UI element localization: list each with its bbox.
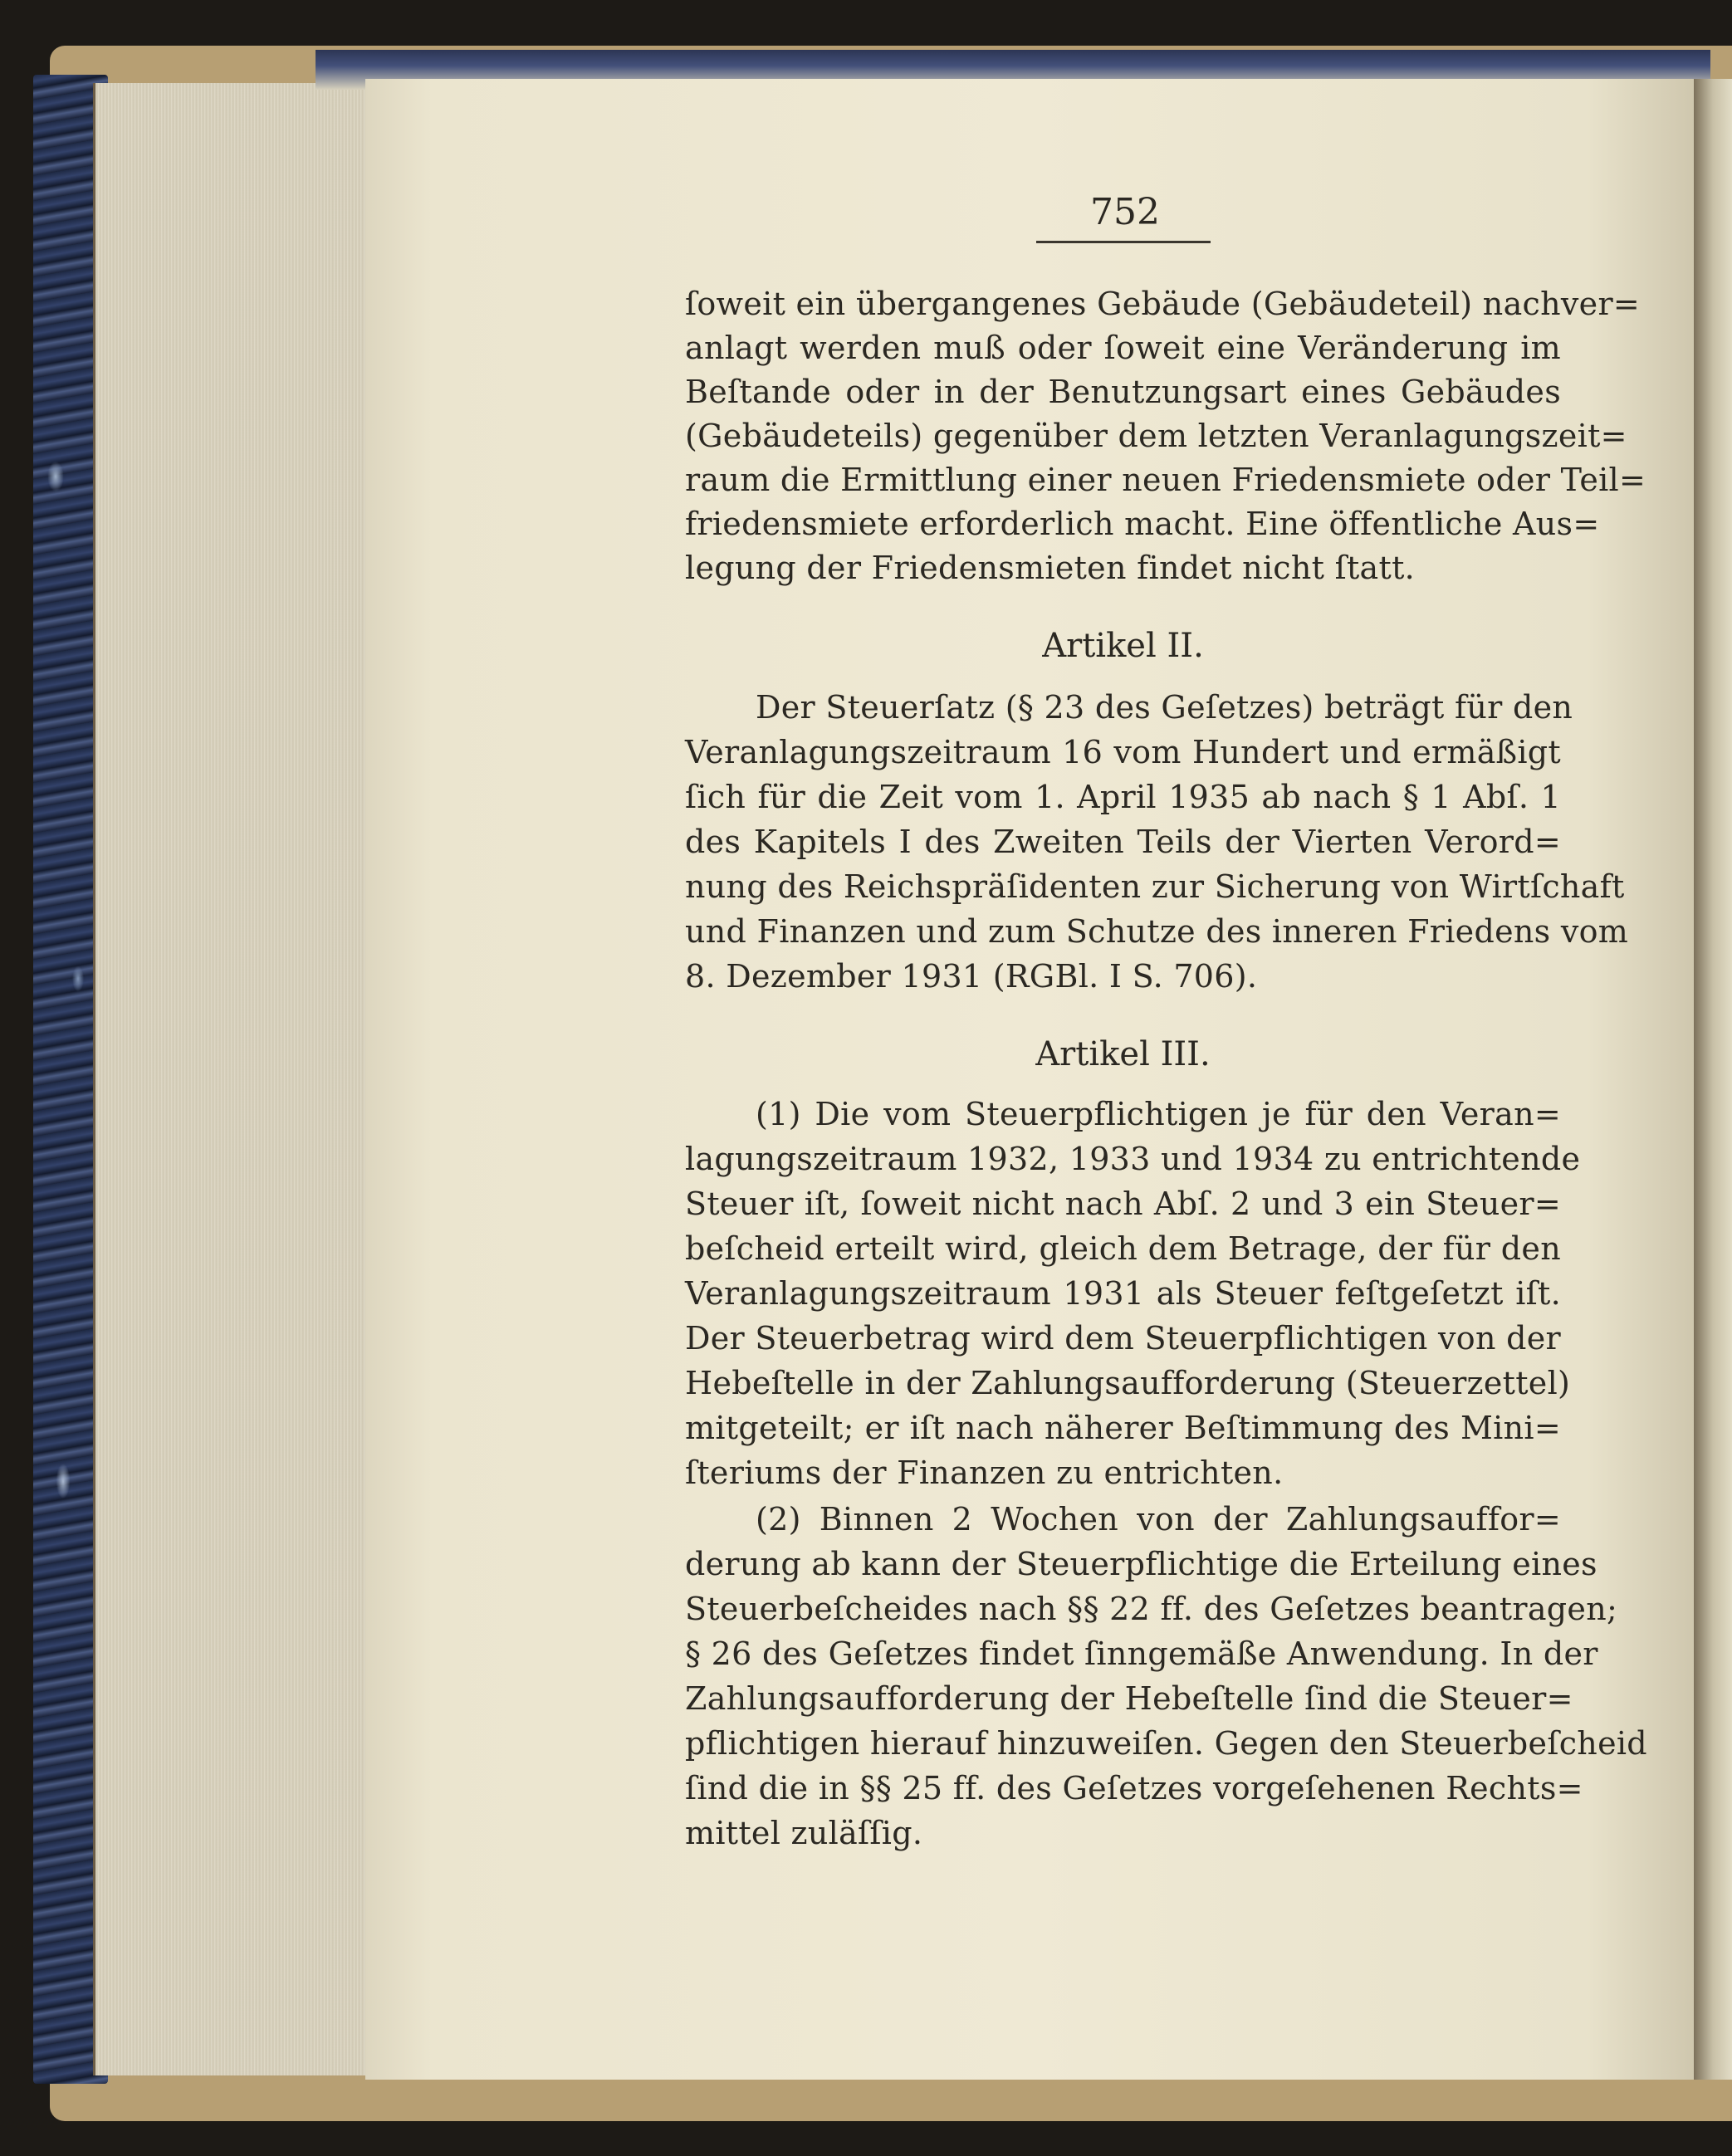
paragraph-3-line: Steuer iſt, ſoweit nicht nach Abſ. 2 und 3 ein Steuer= <box>685 1186 1561 1222</box>
paragraph-1-line: Beſtande oder in der Benutzungsart eines Gebäudes <box>685 374 1561 410</box>
paragraph-2-line: 8. Dezember 1931 (RGBl. I S. 706). <box>685 958 1258 995</box>
article-iii-heading: Artikel III. <box>1035 1035 1211 1073</box>
paragraph-3-line: Hebeſtelle in der Zahlungsaufforderung (Steuerzettel) <box>685 1365 1571 1401</box>
paragraph-3-line: (1) Die vom Steuerpflichtigen je für den Veran= <box>756 1096 1561 1132</box>
paragraph-3-line: Veranlagungszeitraum 1931 als Steuer feſtgeſetzt iſt. <box>685 1275 1561 1312</box>
paragraph-2-line: des Kapitels I des Zweiten Teils der Vierten Verord= <box>685 824 1561 860</box>
paragraph-1-line: ſoweit ein übergangenes Gebäude (Gebäudeteil) nachver= <box>685 286 1641 322</box>
paragraph-1-line: anlagt werden muß oder ſoweit eine Veränderung im <box>685 330 1561 366</box>
page-number-rule <box>1036 241 1211 243</box>
paragraph-2-line: ſich für die Zeit vom 1. April 1935 ab nach § 1 Abſ. 1 <box>685 779 1561 815</box>
page-number: 752 <box>1090 191 1160 233</box>
paragraph-4-line: pflichtigen hierauf hinzuweiſen. Gegen den Steuerbeſcheid <box>685 1725 1647 1762</box>
paragraph-2-line: Veranlagungszeitraum 16 vom Hundert und ermäßigt <box>685 734 1561 770</box>
article-ii-heading: Artikel II. <box>1042 627 1204 665</box>
paragraph-4-line: Steuerbeſcheides nach §§ 22 ff. des Geſetzes beantragen; <box>685 1591 1618 1627</box>
facing-page-edge <box>1694 79 1732 2080</box>
paragraph-3-line: Der Steuerbetrag wird dem Steuerpflichtigen von der <box>685 1320 1561 1357</box>
page-block-edges <box>93 83 369 2075</box>
paragraph-3-line: ſteriums der Finanzen zu entrichten. <box>685 1454 1284 1491</box>
paragraph-4-line: Zahlungsaufforderung der Hebeſtelle ſind die Steuer= <box>685 1680 1573 1717</box>
paragraph-4-line: (2) Binnen 2 Wochen von der Zahlungsauffor= <box>756 1501 1561 1538</box>
paragraph-4-line: ſind die in §§ 25 ff. des Geſetzes vorgeſehenen Rechts= <box>685 1770 1583 1806</box>
paragraph-2-line: nung des Reichspräſidenten zur Sicherung von Wirtſchaft <box>685 868 1625 905</box>
paragraph-1-line: legung der Friedensmieten findet nicht ſtatt. <box>685 550 1416 586</box>
paragraph-4-line: § 26 des Geſetzes findet ſinngemäße Anwendung. In der <box>685 1635 1598 1672</box>
paragraph-3-line: beſcheid erteilt wird, gleich dem Betrage, der für den <box>685 1230 1561 1267</box>
paragraph-1-line: friedensmiete erforderlich macht. Eine öffentliche Aus= <box>685 506 1600 542</box>
paragraph-2-line: Der Steuerſatz (§ 23 des Geſetzes) beträgt für den <box>756 689 1573 726</box>
paragraph-4-line: derung ab kann der Steuerpflichtige die Erteilung eines <box>685 1546 1597 1582</box>
paragraph-1-line: (Gebäudeteils) gegenüber dem letzten Veranlagungszeit= <box>685 418 1627 454</box>
paragraph-3-line: lagungszeitraum 1932, 1933 und 1934 zu entrichtende <box>685 1141 1581 1177</box>
paragraph-4-line: mittel zuläſſig. <box>685 1815 923 1851</box>
paragraph-1-line: raum die Ermittlung einer neuen Friedensmiete oder Teil= <box>685 462 1646 498</box>
paragraph-2-line: und Finanzen und zum Schutze des inneren Friedens vom <box>685 913 1629 950</box>
paragraph-3-line: mitgeteilt; er iſt nach näherer Beſtimmung des Mini= <box>685 1410 1561 1446</box>
